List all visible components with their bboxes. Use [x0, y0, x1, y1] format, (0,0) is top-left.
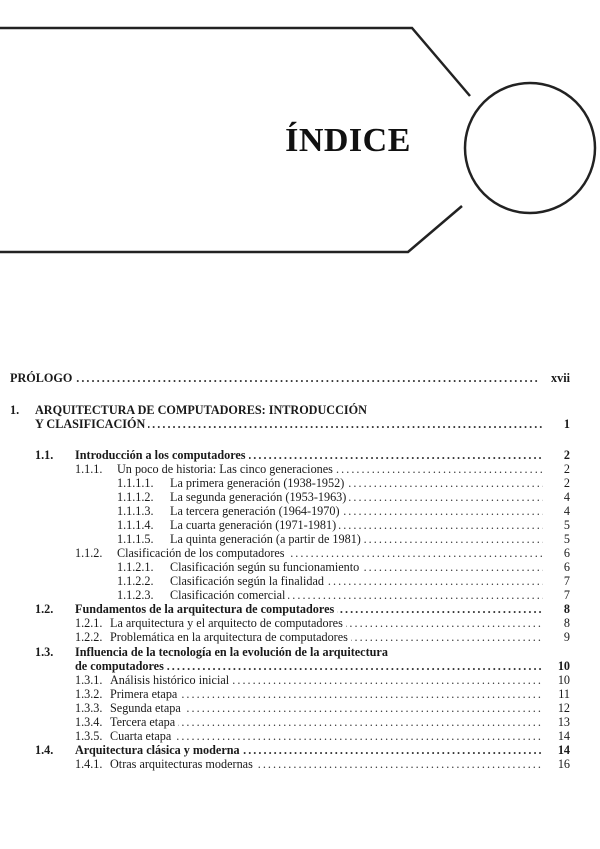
- toc-entry-1-1-1[interactable]: [0, 462, 600, 476]
- toc-entry-page: 10: [557, 659, 570, 673]
- toc-entry-title: La arquitectura y el arquitecto de computadores: [110, 616, 346, 630]
- toc-entry-title: La tercera generación (1964-1970): [170, 504, 343, 518]
- toc-entry-number: 1.2.2.: [75, 630, 103, 644]
- toc-entry-page: 6: [563, 560, 570, 574]
- toc-entry-page: 5: [563, 518, 570, 532]
- toc-entry-1-2-2[interactable]: [0, 630, 600, 644]
- toc-entry-1-3-3[interactable]: [0, 701, 600, 715]
- toc-entry-page: 13: [557, 715, 570, 729]
- toc-entry-number: 1.: [10, 403, 20, 417]
- toc-entry-page: 7: [563, 588, 570, 602]
- toc-entry-title: de computadores: [75, 659, 167, 673]
- toc-entry-number: 1.4.: [35, 743, 54, 757]
- toc-entry-page: 4: [563, 504, 570, 518]
- toc-entry-title: PRÓLOGO: [10, 371, 75, 385]
- page-title: ÍNDICE: [285, 122, 411, 159]
- toc-entry-1-4-1[interactable]: [0, 757, 600, 771]
- toc-entry-number: 1.1.1.: [75, 462, 103, 476]
- toc-entry-title: Clasificación comercial: [170, 588, 288, 602]
- toc-entry-1-3-4[interactable]: [0, 715, 600, 729]
- toc-entry-number: 1.1.1.1.: [117, 476, 154, 490]
- toc-entry-1-1[interactable]: [0, 448, 600, 462]
- toc-entry-1-4[interactable]: [0, 743, 600, 757]
- toc-entry-number: 1.1.2.1.: [117, 560, 154, 574]
- toc-entry-title: Tercera etapa: [110, 715, 178, 729]
- toc-entry-page: 9: [563, 630, 570, 644]
- toc-entry-page: xvii: [551, 371, 570, 385]
- toc-entry-1-1-2-2[interactable]: [0, 574, 600, 588]
- toc-entry-1-3-1[interactable]: [0, 673, 600, 687]
- toc-entry-number: 1.2.1.: [75, 616, 103, 630]
- toc-entry-1-1-2[interactable]: [0, 546, 600, 560]
- toc-entry-1-2[interactable]: [0, 602, 600, 616]
- toc-entry-number: 1.1.2.3.: [117, 588, 154, 602]
- toc-entry-page: 4: [563, 490, 570, 504]
- toc-entry-page: 12: [557, 701, 570, 715]
- toc-entry-1-1-2-1[interactable]: [0, 560, 600, 574]
- toc-entry-title: Cuarta etapa: [110, 729, 174, 743]
- toc-entry-title: Introducción a los computadores: [75, 448, 249, 462]
- toc-entry-1-1-1-4[interactable]: [0, 518, 600, 532]
- toc-entry-title: Clasificación según la finalidad: [170, 574, 327, 588]
- toc-entry-title: Análisis histórico inicial: [110, 673, 232, 687]
- toc-entry-1-1-2-3[interactable]: [0, 588, 600, 602]
- toc-entry-page: 10: [557, 673, 570, 687]
- toc-entry-title: La segunda generación (1953-1963): [170, 490, 349, 504]
- toc-entry-page: 8: [563, 602, 570, 616]
- toc-entry-title: Fundamentos de la arquitectura de computadores: [75, 602, 337, 616]
- toc-entry-1-1-1-1[interactable]: [0, 476, 600, 490]
- toc-entry-number: 1.1.1.3.: [117, 504, 154, 518]
- toc-entry-number: 1.1.2.: [75, 546, 103, 560]
- toc-entry-number: 1.3.5.: [75, 729, 103, 743]
- toc-entry-page: 16: [557, 757, 570, 771]
- toc-entry-1-3-5[interactable]: [0, 729, 600, 743]
- toc-entry-number: 1.4.1.: [75, 757, 103, 771]
- toc-entry-title: Arquitectura clásica y moderna: [75, 743, 243, 757]
- toc-entry-number: 1.1.1.5.: [117, 532, 154, 546]
- toc-entry-page: 6: [563, 546, 570, 560]
- toc-entry-number: 1.3.: [35, 645, 54, 659]
- toc-entry-title: Influencia de la tecnología en la evolución de la arquitectura: [75, 645, 391, 659]
- toc-entry-page: 8: [563, 616, 570, 630]
- toc-entry-chapter-1-cont[interactable]: [0, 417, 600, 431]
- toc-entry-title: Un poco de historia: Las cinco generaciones: [117, 462, 336, 476]
- toc-entry-number: 1.3.3.: [75, 701, 103, 715]
- toc-entry-page: 2: [563, 448, 570, 462]
- toc-entry-page: 7: [563, 574, 570, 588]
- toc-entry-page: 2: [563, 476, 570, 490]
- toc-entry-title: Y CLASIFICACIÓN: [35, 417, 148, 431]
- toc-entry-page: 2: [563, 462, 570, 476]
- toc-entry-title: La primera generación (1938-1952): [170, 476, 347, 490]
- toc-entry-page: 1: [563, 417, 570, 431]
- toc-entry-number: 1.3.1.: [75, 673, 103, 687]
- toc-entry-number: 1.2.: [35, 602, 54, 616]
- toc-entry-chapter-1[interactable]: [0, 403, 600, 417]
- toc-entry-1-1-1-3[interactable]: [0, 504, 600, 518]
- toc-entry-page: 5: [563, 532, 570, 546]
- toc-entry-number: 1.1.1.2.: [117, 490, 154, 504]
- toc-entry-1-2-1[interactable]: [0, 616, 600, 630]
- toc-entry-title: Segunda etapa: [110, 701, 184, 715]
- toc-entry-title: Primera etapa: [110, 687, 180, 701]
- toc-entry-1-3[interactable]: [0, 645, 600, 659]
- toc-entry-page: 14: [557, 743, 570, 757]
- toc-entry-number: 1.3.2.: [75, 687, 103, 701]
- toc-entry-title: Otras arquitecturas modernas: [110, 757, 256, 771]
- toc-entry-number: 1.3.4.: [75, 715, 103, 729]
- toc-entry-1-1-1-5[interactable]: [0, 532, 600, 546]
- toc-entry-number: 1.1.2.2.: [117, 574, 154, 588]
- toc-entry-page: 11: [558, 687, 570, 701]
- toc-entry-1-1-1-2[interactable]: [0, 490, 600, 504]
- toc-entry-title: Clasificación según su funcionamiento: [170, 560, 362, 574]
- toc-entry-number: 1.1.: [35, 448, 54, 462]
- toc-entry-number: 1.1.1.4.: [117, 518, 154, 532]
- toc-entry-1-3-cont[interactable]: [0, 659, 600, 673]
- toc-entry-prologo[interactable]: [0, 371, 600, 385]
- toc-entry-title: ARQUITECTURA DE COMPUTADORES: INTRODUCCIÓN: [35, 403, 370, 417]
- toc-entry-1-3-2[interactable]: [0, 687, 600, 701]
- toc-entry-title: Problemática en la arquitectura de computadores: [110, 630, 351, 644]
- toc-entry-page: 14: [557, 729, 570, 743]
- toc-entry-title: La cuarta generación (1971-1981): [170, 518, 339, 532]
- toc-entry-title: Clasificación de los computadores: [117, 546, 288, 560]
- toc-entry-title: La quinta generación (a partir de 1981): [170, 532, 364, 546]
